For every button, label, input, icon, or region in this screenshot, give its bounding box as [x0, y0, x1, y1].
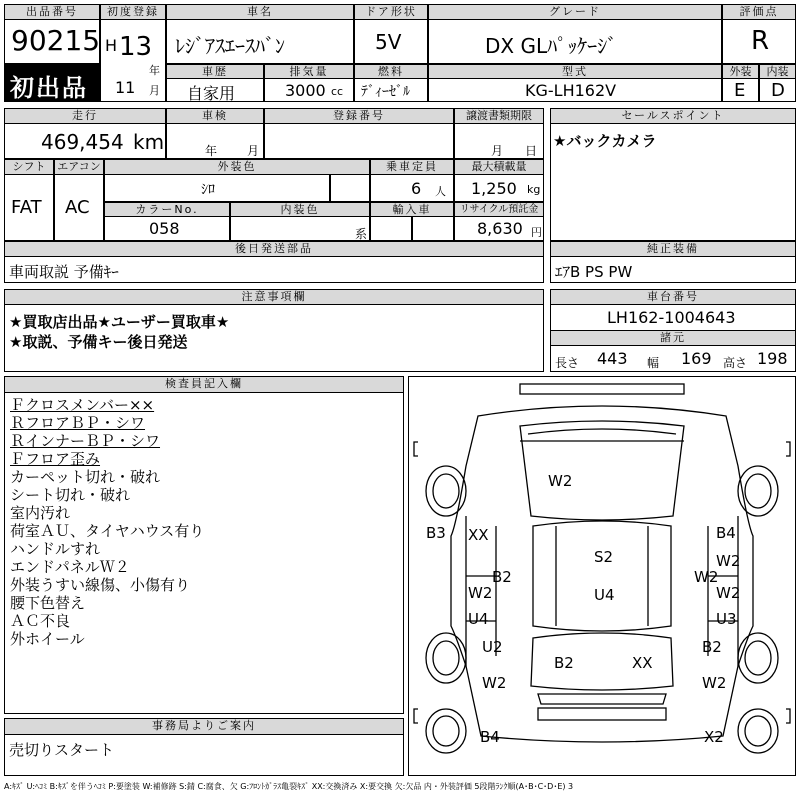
height-label: 高さ — [723, 356, 748, 370]
era: H — [105, 36, 118, 55]
import-cell-2 — [412, 216, 454, 241]
inspector-line: エンドパネルＷ２ — [10, 558, 130, 576]
displacement-cell — [264, 78, 354, 102]
reg-no-cell — [264, 123, 454, 159]
aircon-cell — [54, 174, 104, 241]
score-label: 評価点 — [722, 4, 796, 20]
first-listing-badge — [4, 64, 100, 102]
exterior-grade: E — [734, 80, 746, 101]
recycle: 8,630 — [477, 219, 523, 238]
ext-color-label: 外装色 — [104, 159, 370, 175]
damage-mark-right-u3: U3 — [716, 610, 737, 628]
int-color-suffix: 系 — [355, 227, 368, 241]
inspector-line: ＡＣ不良 — [10, 612, 71, 630]
equipment-text: ｴｱB PS PW — [555, 263, 633, 281]
equipment-cell — [550, 256, 796, 283]
later-parts-cell — [4, 256, 544, 283]
capacity: 6 — [411, 179, 422, 198]
first-reg-label: 初度登録 — [100, 4, 166, 20]
ext-color: ｼﾛ — [201, 182, 215, 198]
history: 自家用 — [187, 84, 236, 103]
model-label: 型式 — [428, 64, 722, 79]
fuel-label: 燃料 — [354, 64, 428, 79]
transfer-day-unit: 日 — [525, 144, 538, 158]
displacement: 3000 — [285, 81, 326, 100]
fuel: ﾃﾞｨｰｾﾞﾙ — [361, 84, 410, 100]
door-type: 5V — [375, 30, 402, 54]
chassis-label: 車台番号 — [550, 289, 796, 305]
score: R — [751, 26, 770, 56]
later-parts-text: 車両取説 予備ｷｰ — [9, 263, 119, 281]
damage-mark-right-rear-side: B4 — [716, 524, 736, 542]
mileage-unit: km — [133, 130, 165, 154]
inspector-line: ＲインナーＢＰ・シワ — [10, 432, 161, 450]
aircon-label: エアコン — [54, 159, 104, 175]
mileage-cell — [4, 123, 166, 159]
damage-mark-left-b2: B2 — [492, 568, 512, 586]
ext-color-cell — [104, 174, 330, 202]
exterior-cell — [722, 78, 759, 102]
notes-label: 注意事項欄 — [4, 289, 544, 305]
car-name-cell — [166, 19, 354, 64]
max-load: 1,250 — [471, 179, 517, 198]
exterior-label: 外装 — [722, 64, 759, 79]
shift-label: シフト — [4, 159, 54, 175]
length-label: 長さ — [555, 356, 580, 370]
sales-point-text: ★バックカメラ — [553, 132, 657, 150]
office-cell — [4, 734, 404, 776]
door-label: ドア形状 — [354, 4, 428, 20]
office-label: 事務局よりご案内 — [4, 718, 404, 735]
shift: FAT — [11, 197, 42, 218]
interior-grade: D — [771, 80, 785, 101]
height: 198 — [757, 349, 788, 368]
damage-mark-right-b2: B2 — [702, 638, 722, 656]
transfer-label: 譲渡書類期限 — [454, 108, 544, 124]
recycle-cell — [454, 216, 544, 241]
damage-mark-right-front-w2: W2 — [702, 674, 727, 692]
reg-month: 11 — [115, 78, 136, 97]
dims-cell — [550, 345, 796, 372]
damage-mark-front-b4: B4 — [480, 728, 500, 746]
inspector-line: カーペット切れ・破れ — [10, 468, 161, 486]
interior-cell — [759, 78, 796, 102]
damage-mark-floor-center: S2 — [594, 548, 614, 566]
chassis-number: LH162-1004643 — [607, 308, 736, 327]
max-load-cell — [454, 174, 544, 202]
damage-mark-left-u4: U4 — [468, 610, 489, 628]
recycle-label: リサイクル預託金 — [454, 202, 544, 217]
import-cell — [370, 216, 412, 241]
inspector-line: 腰下色替え — [10, 594, 86, 612]
first-reg-cell — [100, 19, 166, 102]
inspector-line: Ｆクロスメンバー×× — [10, 396, 155, 414]
damage-mark-left-w2: W2 — [468, 584, 493, 602]
car-name: ﾚｼﾞｱｽｴｰｽﾊﾞﾝ — [175, 34, 285, 58]
lot-number-cell — [4, 19, 100, 64]
max-load-unit: kg — [527, 183, 541, 196]
year-unit: 年 — [149, 64, 160, 77]
int-color-label: 内装色 — [230, 202, 370, 217]
capacity-unit: 人 — [435, 185, 446, 198]
fuel-cell — [354, 78, 428, 102]
width: 169 — [681, 349, 712, 368]
car-name-label: 車名 — [166, 4, 354, 20]
damage-mark-hood-b2: B2 — [554, 654, 574, 672]
door-cell — [354, 19, 428, 64]
sales-point-cell — [550, 123, 796, 241]
roof-outline — [520, 421, 684, 520]
damage-mark-left-front-w2: W2 — [482, 674, 507, 692]
chassis-cell — [550, 304, 796, 331]
ext-color-extra — [330, 174, 370, 202]
reg-no-label: 登録番号 — [264, 108, 454, 124]
damage-mark-left-u2: U2 — [482, 638, 503, 656]
color-no-label: カラーNo. — [104, 202, 230, 217]
mileage-label: 走行 — [4, 108, 166, 124]
interior-label: 内装 — [759, 64, 796, 79]
model-cell — [428, 78, 722, 102]
import-label: 輸入車 — [370, 202, 454, 217]
condition-diagram — [408, 376, 796, 776]
width-label: 幅 — [647, 356, 660, 370]
int-color-cell — [230, 216, 370, 241]
inspector-line: 外装うすい線傷、小傷有り — [10, 576, 191, 594]
lot-number-label: 出品番号 — [4, 4, 100, 20]
shift-cell — [4, 174, 54, 241]
model: KG-LH162V — [525, 81, 617, 100]
inspection-cell — [166, 123, 264, 159]
inspector-line: ハンドルすれ — [10, 540, 101, 558]
inspector-line: 外ホイール — [10, 630, 85, 648]
capacity-label: 乗車定員 — [370, 159, 454, 175]
notes-cell — [4, 304, 544, 372]
damage-mark-right-w2-low: W2 — [716, 584, 741, 602]
grade: DX GLﾊﾟｯｹｰｼﾞ — [485, 34, 618, 58]
inspector-line: ＲフロアＢＰ・シワ — [10, 414, 146, 432]
inspector-line: 室内汚れ — [10, 504, 71, 522]
damage-mark-left-rear-side: B3 — [426, 524, 446, 542]
grade-label: グレード — [428, 4, 722, 20]
max-load-label: 最大積載量 — [454, 159, 544, 175]
month-unit: 月 — [149, 84, 160, 97]
notes-line: ★買取店出品★ユーザー買取車★ — [9, 313, 230, 331]
displacement-label: 排気量 — [264, 64, 354, 79]
transfer-cell — [454, 123, 544, 159]
damage-mark-floor-left: XX — [468, 526, 489, 544]
later-parts-label: 後日発送部品 — [4, 241, 544, 257]
sales-point-label: セールスポイント — [550, 108, 796, 124]
length: 443 — [597, 349, 628, 368]
transfer-month-unit: 月 — [491, 144, 504, 158]
capacity-cell — [370, 174, 454, 202]
first-listing-text: 初出品 — [10, 74, 88, 102]
lot-number: 90215 — [11, 24, 101, 57]
color-no-cell — [104, 216, 230, 241]
history-cell — [166, 78, 264, 102]
inspector-line: Ｆフロア歪み — [10, 450, 101, 468]
history-label: 車歴 — [166, 64, 264, 79]
legend: A:ｷｽﾞ U:ﾍｺﾐ B:ｷｽﾞを伴うﾍｺﾐ P:要塗装 W:補修跡 S:錆 C:腐食、欠 G:ﾌﾛﾝﾄｶﾞﾗｽ亀裂ｷｽﾞ XX:交換済み X:要交換 欠:欠品 内・外装評価 5段階ﾗﾝｸ順(A･B･C･D･E) 3 — [4, 782, 574, 791]
inspector-line: 荷室ＡＵ、タイヤハウス有り — [10, 522, 205, 540]
score-cell — [722, 19, 796, 64]
inspection-month-unit: 月 — [247, 144, 260, 158]
notes-line: ★取説、予備キー後日発送 — [9, 333, 188, 351]
equipment-label: 純正装備 — [550, 241, 796, 257]
inspector-line: シート切れ・破れ — [10, 486, 131, 504]
recycle-unit: 円 — [531, 226, 542, 239]
grade-cell — [428, 19, 722, 64]
damage-mark-right-side-upper: W2 — [716, 552, 741, 570]
cabin-outline — [533, 521, 671, 631]
displacement-unit: cc — [331, 85, 344, 98]
damage-mark-roof: W2 — [548, 472, 573, 490]
aircon: AC — [65, 197, 90, 218]
dims-label: 諸元 — [550, 330, 796, 346]
damage-mark-center-u4: U4 — [594, 586, 615, 604]
inspection-label: 車検 — [166, 108, 264, 124]
inspector-label: 検査員記入欄 — [4, 376, 404, 393]
damage-mark-front-x2: X2 — [704, 728, 724, 746]
damage-mark-hood-xx: XX — [632, 654, 653, 672]
color-no: 058 — [149, 219, 180, 238]
office-text: 売切りスタート — [9, 741, 115, 759]
mileage: 469,454 — [41, 130, 124, 154]
inspector-lines — [10, 396, 400, 648]
inspection-year-unit: 年 — [205, 144, 218, 158]
reg-year: 13 — [119, 32, 153, 62]
damage-mark-right-w2-mid: W2 — [694, 568, 719, 586]
